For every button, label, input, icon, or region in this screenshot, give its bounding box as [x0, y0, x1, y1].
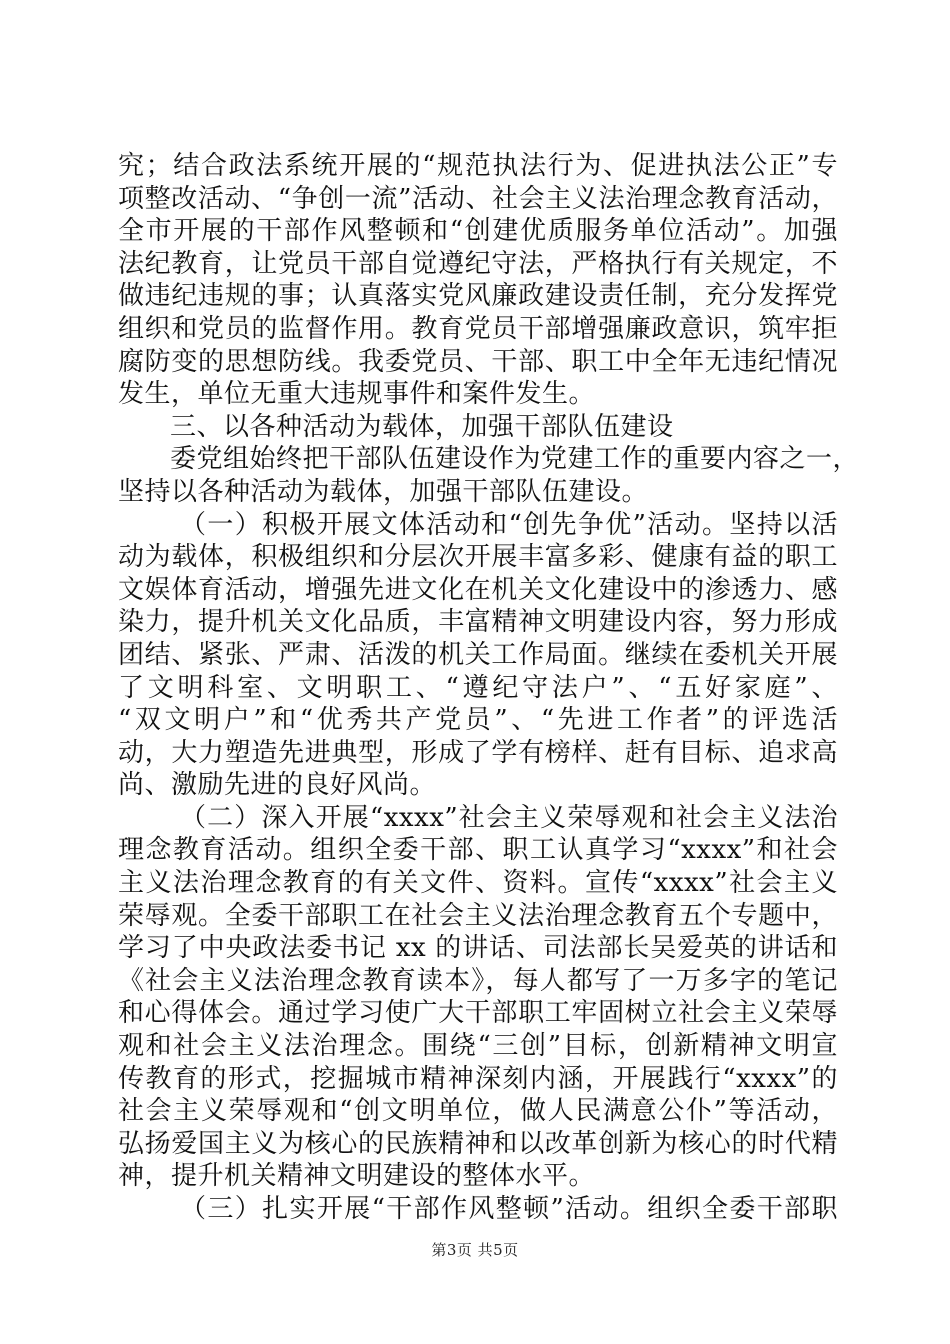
text-line: 全市开展的干部作风整顿和“创建优质服务单位活动”。加强	[118, 216, 838, 247]
text-line: 发生，单位无重大违规事件和案件发生。	[118, 379, 596, 410]
text-line: 委党组始终把干部队伍建设作为党建工作的重要内容之一，	[170, 444, 860, 475]
text-line: 了文明科室、文明职工、“遵纪守法户”、“五好家庭”、	[118, 672, 838, 703]
text-line: 坚持以各种活动为载体，加强干部队伍建设。	[118, 476, 649, 507]
text-line: 项整改活动、“争创一流”活动、社会主义法治理念教育活动，	[118, 183, 838, 214]
text-line: 文娱体育活动，增强先进文化在机关文化建设中的渗透力、感	[118, 574, 838, 605]
text-line: 做违纪违规的事；认真落实党风廉政建设责任制，充分发挥党	[118, 281, 838, 312]
subsection-line: （一）积极开展文体活动和“创先争优”活动。坚持以活	[180, 509, 838, 540]
text-line: 传教育的形式，挖掘城市精神深刻内涵，开展践行“xxxx”的	[118, 1063, 838, 1094]
text-line: “双文明户”和“优秀共产党员”、“先进工作者”的评选活	[118, 705, 838, 736]
text-line: 染力，提升机关文化品质，丰富精神文明建设内容，努力形成	[118, 607, 838, 638]
text-line: 组织和党员的监督作用。教育党员干部增强廉政意识，筑牢拒	[118, 313, 838, 344]
text-line: 腐防变的思想防线。我委党员、干部、职工中全年无违纪情况	[118, 346, 838, 377]
text-line: 主义法治理念教育的有关文件、资料。宣传“xxxx”社会主义	[118, 868, 838, 899]
subsection-line: （二）深入开展“xxxx”社会主义荣辱观和社会主义法治	[180, 802, 838, 833]
document-body	[118, 150, 860, 1226]
section-heading: 三、以各种活动为载体，加强干部队伍建设	[170, 411, 674, 442]
text-line: 动，大力塑造先进典型，形成了学有榜样、赶有目标、追求高	[118, 737, 838, 768]
text-line: 理念教育活动。组织全委干部、职工认真学习“xxxx”和社会	[118, 835, 838, 866]
subsection-line: （三）扎实开展“干部作风整顿”活动。组织全委干部职	[180, 1194, 838, 1224]
text-line: 和心得体会。通过学习使广大干部职工牢固树立社会主义荣辱	[118, 998, 838, 1029]
text-line: 团结、紧张、严肃、活泼的机关工作局面。继续在委机关开展	[118, 639, 838, 670]
text-line: 社会主义荣辱观和“创文明单位，做人民满意公仆”等活动，	[118, 1096, 838, 1127]
text-line: 动为载体，积极组织和分层次开展丰富多彩、健康有益的职工	[118, 542, 838, 573]
text-line: 荣辱观。全委干部职工在社会主义法治理念教育五个专题中，	[118, 900, 838, 931]
text-line: 弘扬爱国主义为核心的民族精神和以改革创新为核心的时代精	[118, 1128, 838, 1159]
text-line: 究；结合政法系统开展的“规范执法行为、促进执法公正”专	[118, 151, 838, 181]
text-line: 《社会主义法治理念教育读本》，每人都写了一万多字的笔记	[118, 965, 838, 996]
text-line: 神，提升机关精神文明建设的整体水平。	[118, 1161, 596, 1192]
page-footer: 第3页 共5页	[431, 1241, 519, 1259]
text-line: 观和社会主义法治理念。围绕“三创”目标，创新精神文明宣	[118, 1031, 838, 1062]
text-line: 法纪教育，让党员干部自觉遵纪守法，严格执行有关规定，不	[118, 248, 838, 279]
text-line: 尚、激励先进的良好风尚。	[118, 770, 437, 801]
text-line: 学习了中央政法委书记 xx 的讲话、司法部长吴爱英的讲话和	[118, 933, 838, 964]
